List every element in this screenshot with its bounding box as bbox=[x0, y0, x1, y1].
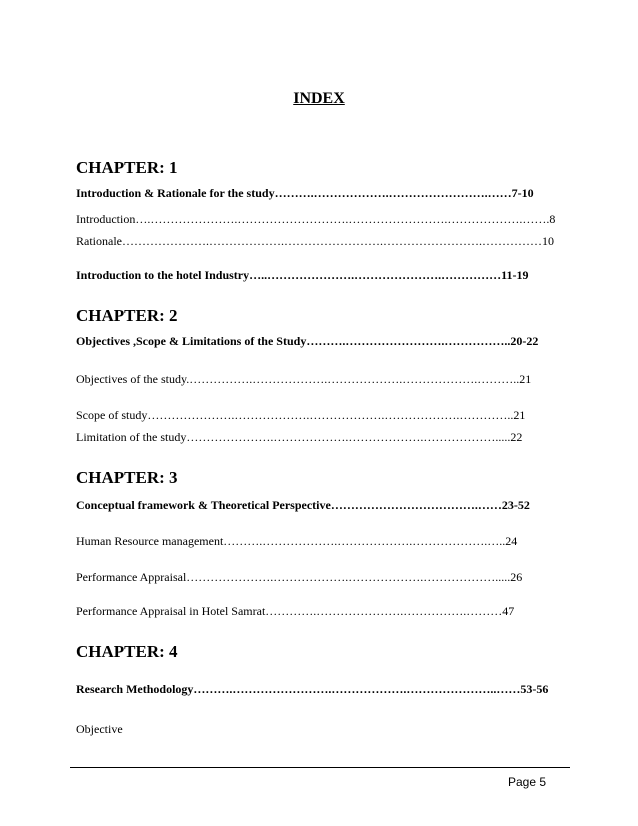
toc-entry-performance-appraisal: Performance Appraisal………………….……………….……………….……………….....26 bbox=[76, 570, 523, 584]
page-number: Page 5 bbox=[508, 775, 547, 789]
toc-entry-rationale: Rationale………………….……………….…………………….…………………….……………10 bbox=[76, 234, 554, 248]
toc-entry-objective: Objective bbox=[76, 722, 123, 736]
toc-entry-pa-hotel-samrat: Performance Appraisal in Hotel Samrat………….………………….…………….………47 bbox=[76, 604, 515, 618]
toc-entry-limitation: Limitation of the study………………….……………….……………….……………….....22 bbox=[76, 430, 523, 444]
toc-entry-introduction: Introduction….………………….……………………….…………………….……………….…….8 bbox=[76, 212, 556, 226]
chapter-2-heading: CHAPTER: 2 bbox=[76, 306, 178, 325]
toc-entry-intro-rationale: Introduction & Rationale for the study……….……………….…………………….……7-10 bbox=[76, 186, 534, 200]
chapter-3-heading: CHAPTER: 3 bbox=[76, 468, 178, 487]
toc-entry-objectives: Objectives of the study.…………….……………….……………….……………….………..21 bbox=[76, 372, 532, 386]
toc-entry-hotel-industry: Introduction to the hotel Industry…..………………….………………….……………11-19 bbox=[76, 268, 529, 282]
toc-entry-hrm: Human Resource management……….……………….……………….……………….…..24 bbox=[76, 534, 518, 548]
chapter-4-heading: CHAPTER: 4 bbox=[76, 642, 178, 661]
footer-divider bbox=[70, 767, 570, 768]
toc-entry-research-methodology: Research Methodology……….…………………….……………….…………………..……53-56 bbox=[76, 682, 549, 696]
toc-entry-scope: Scope of study………………….……………….……………….……………….…………..21 bbox=[76, 408, 526, 422]
toc-entry-objectives-scope: Objectives ,Scope & Limitations of the Study……….…………………….……………..20-22 bbox=[76, 334, 539, 348]
index-title: INDEX bbox=[293, 90, 345, 107]
toc-entry-conceptual-framework: Conceptual framework & Theoretical Perspective……………………………….……23-52 bbox=[76, 498, 530, 512]
chapter-1-heading: CHAPTER: 1 bbox=[76, 158, 178, 177]
